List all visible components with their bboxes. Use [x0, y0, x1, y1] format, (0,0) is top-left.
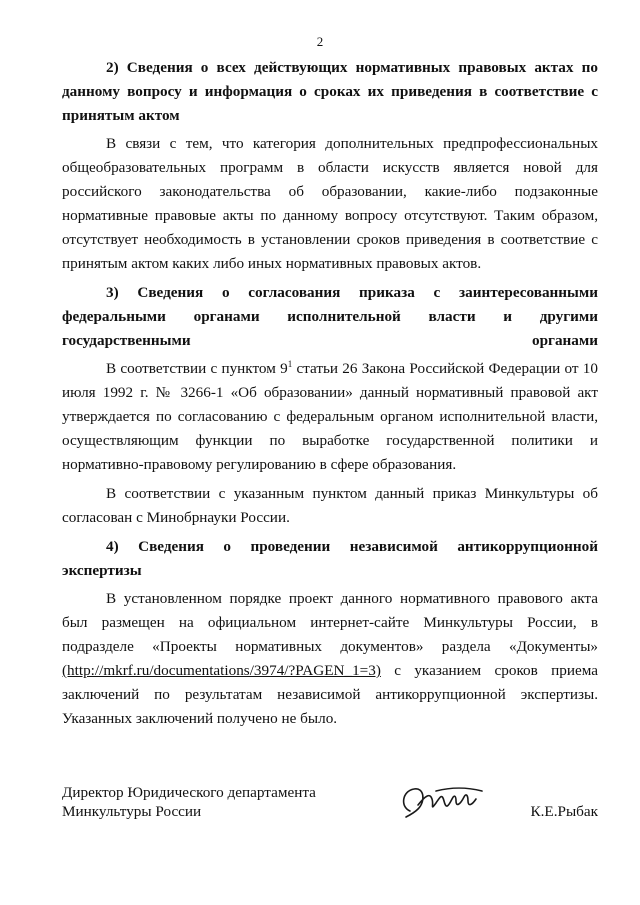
section-3-paragraph-1-start: В соответствии с пунктом 9 [106, 360, 288, 377]
section-4-paragraph [62, 587, 598, 731]
section-3-paragraph-1-rest: статьи 26 Закона Российской Федерации от 10 июля 1992 г. № 3266-1 «Об образовании» данный нормативный правовой акт утверждается по согласованию с федеральным органом исполнительной власти, осуществляющим функции по выработке государственной политики и нормативно-правовому регулированию в сфере образования. [62, 360, 598, 473]
document-body [62, 56, 598, 736]
footnote-superscript: 1 [287, 358, 293, 369]
section-4-paragraph-start: В установленном порядке проект данного нормативного правового акта был размещен на официальном интернет-сайте Минкультуры России, в подразделе «Проекты нормативных документов» раздела «Документы» [62, 590, 598, 655]
section-2-heading: 2) Сведения о всех действующих нормативных правовых актах по данному вопросу и информация о сроках их приведения в соответствие с принятым актом [62, 59, 598, 124]
section-3-paragraph-2: В соответствии с указанным пунктом данный приказ Минкультуры об согласован с Минобрнауки России. [62, 485, 598, 526]
section-4-heading: 4) Сведения о проведении независимой антикоррупционной экспертизы [62, 538, 598, 579]
section-3-paragraph-1 [62, 357, 598, 477]
handwritten-signature [396, 781, 488, 825]
signature-block [62, 783, 598, 843]
signer-position [62, 783, 316, 821]
section-3-heading: 3) Сведения о согласования приказа с заинтересованными федеральными органами исполнительной власти и другими государственными органами [62, 284, 598, 349]
section-4-paragraph-rest: с указанием сроков приема заключений по результатам независимой антикоррупционной экспертизы. Указанных заключений получено не было. [62, 662, 598, 727]
signer-name: К.Е.Рыбак [530, 803, 598, 820]
signer-position-line-1: Директор Юридического департамента [62, 784, 316, 801]
page-number: 2 [316, 34, 324, 49]
signer-position-line-2: Минкультуры России [62, 803, 202, 820]
section-2-paragraph: В связи с тем, что категория дополнительных предпрофессиональных общеобразовательных программ в области искусств является новой для российского законодательства об образовании, какие-либо подзаконные нормативные правовые акты по данному вопросу отсутствуют. Таким образом, отсутствует необходимость в установлении сроков приведения в соответствие с принятым актом каких либо иных нормативных правовых актов. [62, 135, 598, 272]
documents-link[interactable]: (http://mkrf.ru/documentations/3974/?PAGEN_1=3) [62, 662, 381, 679]
